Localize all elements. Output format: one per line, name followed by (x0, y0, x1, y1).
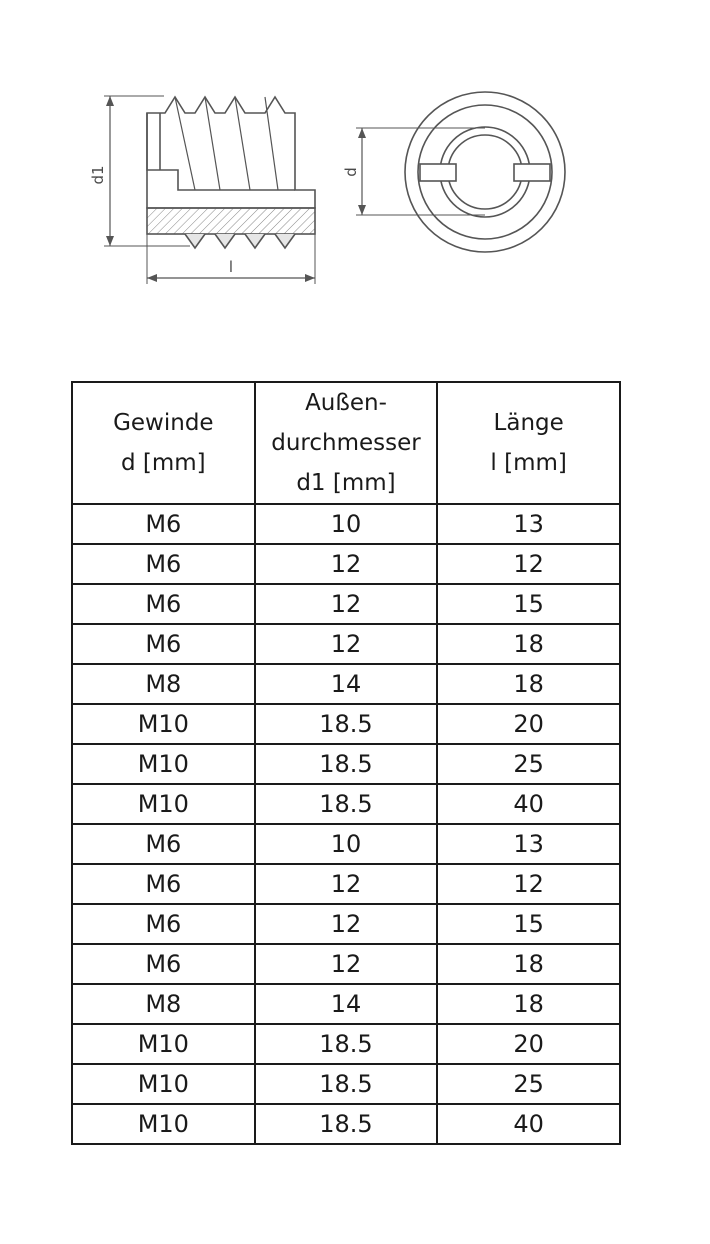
table-header-row (72, 382, 620, 504)
cell-laenge: 25 (437, 744, 620, 784)
cell-gewinde: M6 (72, 584, 255, 624)
cell-aussendurchmesser: 18.5 (255, 704, 438, 744)
cell-aussendurchmesser: 10 (255, 824, 438, 864)
cell-aussendurchmesser: 12 (255, 944, 438, 984)
header-laenge-line2: l [mm] (490, 450, 567, 476)
table-row (72, 824, 620, 864)
table-row (72, 1064, 620, 1104)
cell-gewinde: M6 (72, 944, 255, 984)
cell-gewinde: M8 (72, 984, 255, 1024)
cell-laenge: 25 (437, 1064, 620, 1104)
cell-laenge: 40 (437, 1104, 620, 1144)
header-laenge (437, 382, 620, 504)
header-gewinde (72, 382, 255, 504)
cell-laenge: 13 (437, 504, 620, 544)
cell-gewinde: M6 (72, 504, 255, 544)
technical-drawing (0, 0, 710, 340)
cell-aussendurchmesser: 12 (255, 864, 438, 904)
table-row (72, 1024, 620, 1064)
cell-aussendurchmesser: 18.5 (255, 1104, 438, 1144)
header-gewinde-line1: Gewinde (113, 410, 214, 436)
cell-gewinde: M6 (72, 864, 255, 904)
table-row (72, 544, 620, 584)
table-row (72, 744, 620, 784)
cell-gewinde: M10 (72, 784, 255, 824)
header-aussen-line3: d1 [mm] (296, 470, 396, 496)
table-row (72, 864, 620, 904)
cell-gewinde: M10 (72, 1024, 255, 1064)
cell-laenge: 15 (437, 904, 620, 944)
table-row (72, 1104, 620, 1144)
cell-laenge: 20 (437, 704, 620, 744)
side-view (104, 96, 315, 284)
cell-gewinde: M10 (72, 1104, 255, 1144)
cell-gewinde: M6 (72, 624, 255, 664)
header-aussen-line1: Außen- (305, 390, 387, 416)
table-row (72, 704, 620, 744)
header-aussendurchmesser (255, 382, 438, 504)
header-laenge-line1: Länge (493, 410, 564, 436)
cell-laenge: 40 (437, 784, 620, 824)
table-row (72, 784, 620, 824)
cell-gewinde: M6 (72, 904, 255, 944)
table-body (72, 504, 620, 1144)
front-view (356, 92, 565, 252)
cell-laenge: 20 (437, 1024, 620, 1064)
cell-laenge: 18 (437, 944, 620, 984)
header-aussen-line2: durchmesser (271, 430, 421, 456)
spec-table (71, 381, 621, 1145)
table-row (72, 984, 620, 1024)
cell-aussendurchmesser: 18.5 (255, 1024, 438, 1064)
cell-gewinde: M6 (72, 824, 255, 864)
cell-laenge: 13 (437, 824, 620, 864)
label-d1: d1 (89, 165, 107, 185)
cell-laenge: 18 (437, 984, 620, 1024)
cell-gewinde: M10 (72, 744, 255, 784)
cell-aussendurchmesser: 18.5 (255, 744, 438, 784)
table-row (72, 504, 620, 544)
cell-aussendurchmesser: 18.5 (255, 784, 438, 824)
cell-laenge: 15 (437, 584, 620, 624)
table-row (72, 584, 620, 624)
label-l: l (228, 258, 234, 276)
table-row (72, 944, 620, 984)
header-gewinde-line2: d [mm] (120, 450, 206, 476)
cell-laenge: 12 (437, 544, 620, 584)
cell-gewinde: M6 (72, 544, 255, 584)
cell-aussendurchmesser: 14 (255, 984, 438, 1024)
cell-gewinde: M8 (72, 664, 255, 704)
cell-laenge: 18 (437, 664, 620, 704)
cell-aussendurchmesser: 12 (255, 904, 438, 944)
cell-gewinde: M10 (72, 1064, 255, 1104)
cell-gewinde: M10 (72, 704, 255, 744)
cell-aussendurchmesser: 12 (255, 584, 438, 624)
cell-aussendurchmesser: 18.5 (255, 1064, 438, 1104)
cell-aussendurchmesser: 14 (255, 664, 438, 704)
cell-aussendurchmesser: 12 (255, 544, 438, 584)
cell-aussendurchmesser: 12 (255, 624, 438, 664)
table-row (72, 624, 620, 664)
cell-laenge: 18 (437, 624, 620, 664)
cell-laenge: 12 (437, 864, 620, 904)
table-row (72, 904, 620, 944)
table-row (72, 664, 620, 704)
cell-aussendurchmesser: 10 (255, 504, 438, 544)
label-d: d (342, 167, 360, 177)
